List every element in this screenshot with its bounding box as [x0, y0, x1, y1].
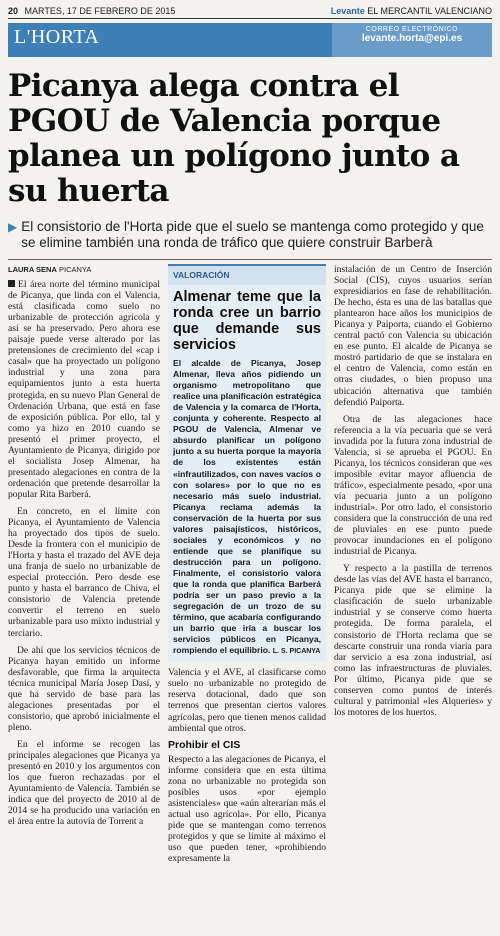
brand-secondary: EL MERCANTIL VALENCIANO — [367, 6, 492, 16]
section-email-box — [332, 23, 492, 57]
paragraph: De ahí que los servicios técnicos de Picanya hayan emitido un informe desfavorable, que firma la arquitecta técnica municipal María Josep Dasí, y que ha servido de base para las alegaciones presentadas por el consistorio, que aprobó inicialmente el pleno. — [8, 644, 160, 733]
paragraph: En el informe se recogen las principales alegaciones que Picanya ya presentó en 2010 y los argumentos con los que fueron rechazadas por el Ayuntamiento de Valencia. También se indica que del proyecto de 2010 al de 2014 se ha producido una variación en el área entre la autovía de Torrent a — [8, 738, 160, 828]
box-title: Almenar teme que la ronda cree un barrio que demande sus servicios — [173, 289, 321, 354]
black-square-icon — [8, 280, 15, 287]
divider — [8, 259, 492, 260]
email-address[interactable]: levante.horta@epi.es — [361, 33, 463, 44]
lead-paragraph — [8, 219, 492, 251]
section-name: L'HORTA — [14, 26, 100, 48]
triangle-right-icon: ▶ — [8, 220, 18, 234]
brand-primary: Levante — [330, 6, 365, 16]
column-3 — [334, 264, 492, 904]
article-columns — [8, 264, 492, 904]
paragraph: instalación de un Centro de Inserción Social (CIS), cuyos usuarios serían expresidiarios en fase de rehabilitación. De hecho, ésta es una de las batallas que plantearon hace años los municipios de Picanya y Paiporta, cuando el Gobierno central pactó con Valencia su ubicación en ese punto. El alcalde de Picanya se mostró partidario de que se instalara en el centro de Valencia, como están en otras ciudades, o bien propuso una ubicación alternativa que también defendió Paiporta. — [334, 264, 492, 408]
paragraph: El área norte del término municipal de Picanya, que linda con el Valencia, está clasificada como suelo no urbanizable de protección agrícola y así se ha preservado. Pero ahora ese paisaje puede verse alterado por las pretensiones de crecimiento del «cap i casal» que ha proyectado un polígono industrial y una zona para equipamientos junto a esta huerta protegida, en su nuevo Plan General de Ordenación Urbana, que está en fase de exposición pública. Por ello, tal y como ya hizo en 2010 cuando se presentó el primer proyecto, el Ayuntamiento de Picanya, dirigido por el socialista Josep Almenar, ha presentado alegaciones en contra de la ordenación que pretende desarrollar la popular Rita Barberá. — [8, 279, 160, 500]
lead-text: El consistorio de l'Horta pide que el suelo se mantenga como protegido y que se elimine también una ronda de tráfico que quiere construir Barberà — [21, 219, 484, 250]
page-number: 20 — [8, 6, 19, 16]
paragraph: En concreto, en el límite con Picanya, el Ayuntamiento de Valencia ha proyectado dos tipos de suelo. Desde la frontera con el municipio de l'Horta y hasta el trazado del AVE deja una franja de suelo no urbanizable de especial protección. Pero desde ese punto y hasta el barranco de Chiva, el consistorio de Valencia pretende convertir el terreno en suelo urbanizable para uso mixto industrial y terciario. — [8, 505, 160, 639]
column-1 — [8, 264, 168, 904]
page-meta — [8, 6, 175, 16]
byline-author: LAURA SENA — [8, 265, 57, 274]
page-date: MARTES, 17 DE FEBRERO DE 2015 — [24, 6, 176, 16]
box-body: El alcalde de Picanya, Josep Almenar, lleva años pidiendo un organismo metropolitano que realice una planificación estratégica de Valencia y la comarca de l'Horta, conjunta y coherente. Respecto al PGOU de Valencia, Almenar ve absurdo planificar un polígono junto a su huerta porque la mayoría de los existentes están «infrautilizados, con naves vacíos o con solares» por lo que no es necesario más suelo industrial. Picanya reclama además la conservación de la huerta por sus valores paisajísticos, históricos, sociales y económicos y no entiende que se planifique su destrucción para un polígono. Finalmente, el consistorio valora que la ronda que planifica Barberá podría ser un paso previo a la segregación de un trozo de su término, que acabaría configurando un barrio que iría a buscar los servicios públicos en Picanya, rompiendo el equilibrio. L. S. PICANYA — [173, 358, 321, 656]
email-label: CORREO ELECTRÓNICO — [365, 26, 459, 33]
box-signature: L. S. PICANYA — [272, 648, 321, 656]
paragraph: Valencia y el AVE, al clasificarse como suelo no urbanizable no protegido de reserva dotacional, dado que son terrenos que presentan ciertos valores agrícolas, pero que tienen menos calidad ambiental que otros. — [168, 667, 326, 734]
headline: Picanya alega contra el PGOU de Valencia porque planea un polígono junto a su huerta — [8, 68, 460, 209]
paragraph: Respecto a las alegaciones de Picanya, el informe considera que en esta última zona no urbanizable no protegida son posibles usos «por ejemplo asistenciales» que «aún alterarían más el actual uso agrícola». Por ello, Picanya pide que se mantengan como terrenos protegidos y que se limite al máximo el uso que pueden tener, «prohibiendo expresamente la — [168, 753, 326, 865]
box-tag: VALORACIÓN — [168, 264, 326, 285]
subhead: Prohibir el CIS — [168, 738, 241, 751]
masthead-brand — [331, 6, 492, 16]
byline — [8, 264, 160, 275]
page-header — [8, 4, 492, 19]
paragraph: Y respecto a la pastilla de terrenos desde las vías del AVE hasta el barranco, Picanya pide que se elimine la clasificación de suelo urbanizable industrial y se conserve como huerta protegida. De forma paralela, el consistorio de l'Horta reclama que se descarte construir una ronda viaria para dar servicio a esa zona industrial, así como las infraestructuras de pluviales. Por último, Picanya pide que se conserven como puntos de interés cultural y patrimonial «les Alqueries» y los motores de los huertos. — [334, 563, 492, 718]
paragraph: Otra de las alegaciones hace referencia a la vía pecuaria que se verá invadida por la futura zona industrial de Valencia, si se aprueba el PGOU. En Picanya, los técnicos consideran que «es imposible evitar mayor afluencia de tráfico», especialmente pesado, «por una vía pecuaria junto a un polígono industrial». Por otro lado, el consistorio considera que la construcción de una red de pluviales en ese punto puede provocar inundaciones en el polígono industrial de Picanya. — [334, 413, 492, 558]
section-bar — [8, 23, 492, 57]
byline-place: PICANYA — [58, 265, 92, 274]
column-2 — [168, 264, 334, 904]
valoracion-box — [168, 264, 326, 661]
